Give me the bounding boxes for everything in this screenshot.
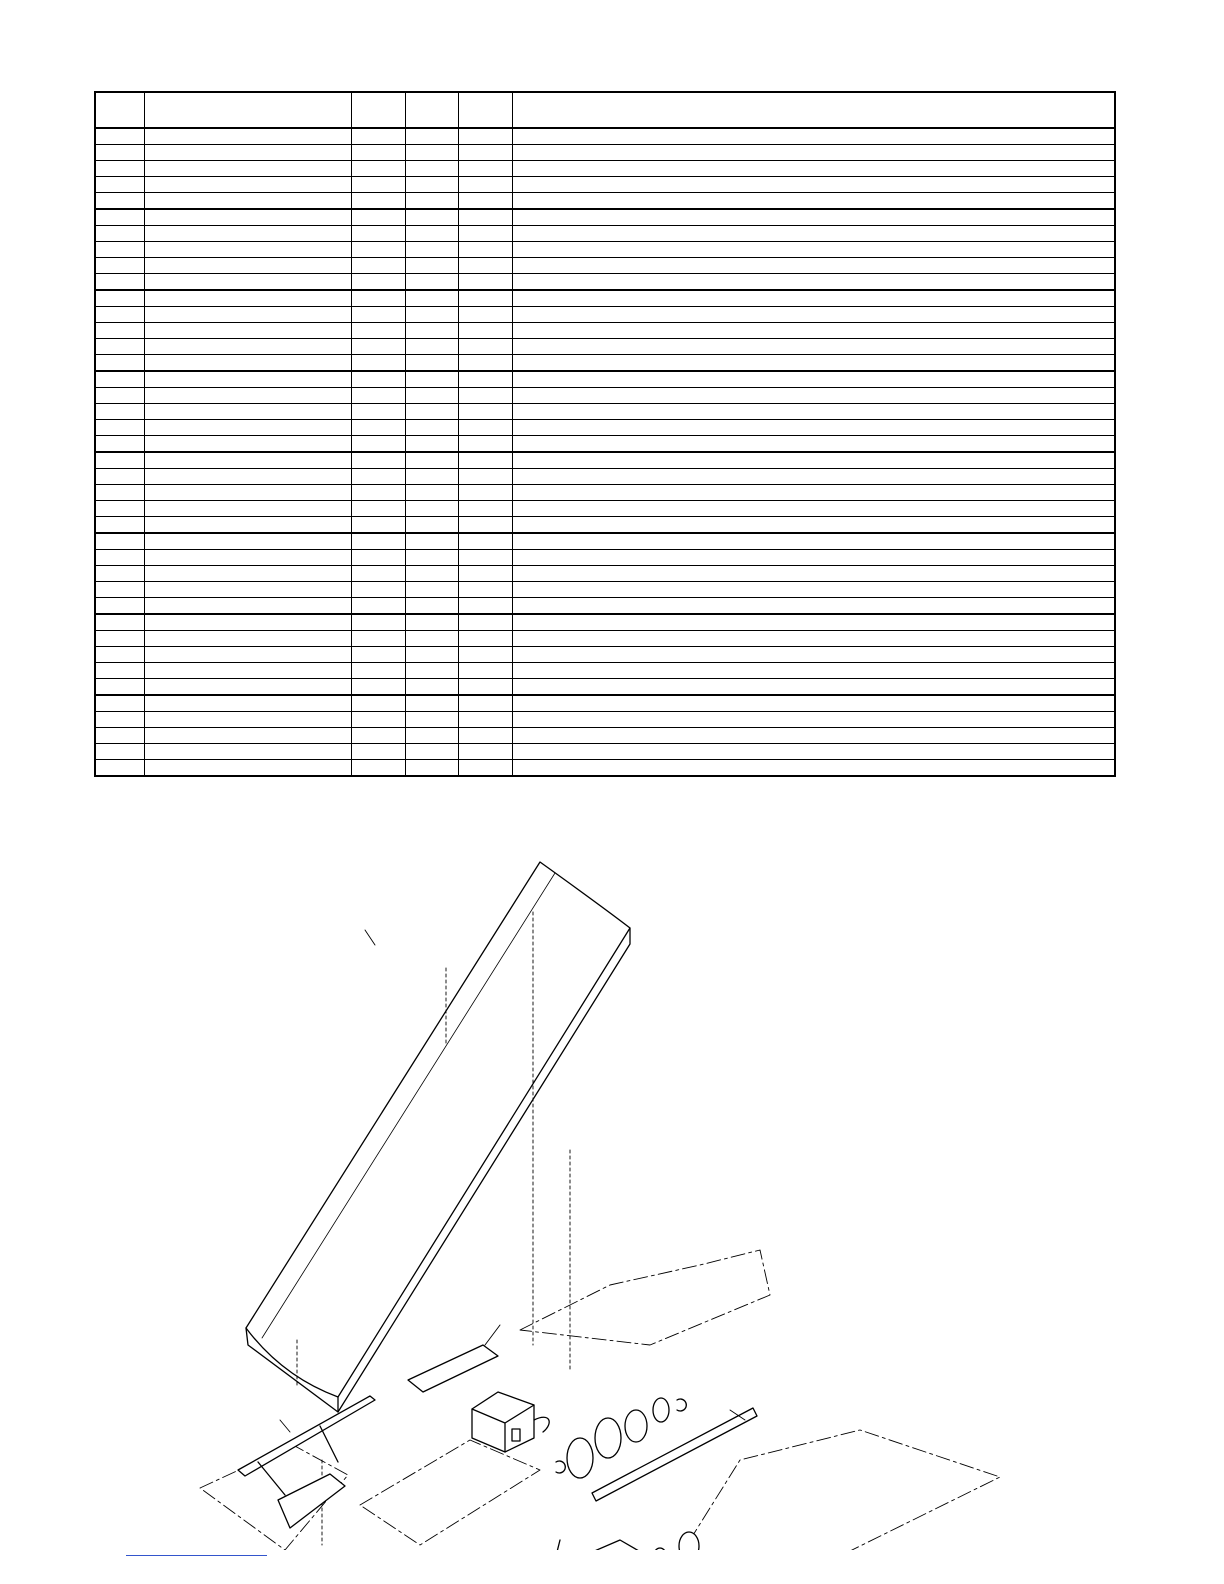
table-row <box>95 290 1115 307</box>
table-cell <box>458 712 512 728</box>
table-cell <box>95 128 144 145</box>
table-cell <box>405 436 458 453</box>
header-cell <box>95 92 144 128</box>
table-cell <box>351 371 405 388</box>
table-cell <box>351 161 405 177</box>
table-cell <box>144 177 351 193</box>
table-cell <box>405 501 458 517</box>
table-cell <box>351 436 405 453</box>
table-cell <box>351 128 405 145</box>
table-cell <box>351 469 405 485</box>
table-cell <box>512 161 1115 177</box>
table-cell <box>95 501 144 517</box>
table-cell <box>351 274 405 291</box>
table-cell <box>95 582 144 598</box>
table-cell <box>405 161 458 177</box>
table-cell <box>512 193 1115 210</box>
table-cell <box>144 744 351 760</box>
table-cell <box>351 323 405 339</box>
table-cell <box>405 728 458 744</box>
table-cell <box>144 517 351 534</box>
table-cell <box>144 193 351 210</box>
table-cell <box>512 177 1115 193</box>
table-cell <box>351 598 405 615</box>
table-cell <box>512 388 1115 404</box>
table-cell <box>458 485 512 501</box>
table-cell <box>512 582 1115 598</box>
table-cell <box>405 744 458 760</box>
table-cell <box>351 355 405 372</box>
table-row <box>95 728 1115 744</box>
table-cell <box>512 550 1115 566</box>
table-cell <box>144 274 351 291</box>
table-cell <box>405 193 458 210</box>
table-cell <box>512 128 1115 145</box>
table-cell <box>144 209 351 226</box>
table-row <box>95 598 1115 615</box>
table-cell <box>405 145 458 161</box>
table-cell <box>512 355 1115 372</box>
table-cell <box>458 760 512 777</box>
table-cell <box>405 566 458 582</box>
table-cell <box>144 307 351 323</box>
table-cell <box>144 647 351 663</box>
table-cell <box>458 436 512 453</box>
table-cell <box>458 631 512 647</box>
table-cell <box>95 420 144 436</box>
table-cell <box>512 339 1115 355</box>
table-cell <box>144 436 351 453</box>
table-cell <box>458 274 512 291</box>
table-cell <box>405 760 458 777</box>
table-cell <box>144 679 351 696</box>
table-cell <box>458 614 512 631</box>
table-cell <box>144 598 351 615</box>
table-cell <box>458 307 512 323</box>
table-cell <box>458 226 512 242</box>
table-cell <box>458 371 512 388</box>
table-cell <box>512 452 1115 469</box>
table-cell <box>95 469 144 485</box>
table-cell <box>405 517 458 534</box>
table-cell <box>144 469 351 485</box>
table-cell <box>405 631 458 647</box>
table-cell <box>512 485 1115 501</box>
table-cell <box>512 274 1115 291</box>
table-cell <box>512 501 1115 517</box>
table-cell <box>144 695 351 712</box>
table-row <box>95 631 1115 647</box>
table-cell <box>95 647 144 663</box>
table-cell <box>512 760 1115 777</box>
table-cell <box>144 582 351 598</box>
table-cell <box>144 712 351 728</box>
table-row <box>95 663 1115 679</box>
table-row <box>95 420 1115 436</box>
table-cell <box>95 339 144 355</box>
table-cell <box>351 404 405 420</box>
table-cell <box>458 647 512 663</box>
table-row <box>95 209 1115 226</box>
table-cell <box>95 728 144 744</box>
table-cell <box>405 679 458 696</box>
table-cell <box>95 598 144 615</box>
table-row <box>95 145 1115 161</box>
table-header-row <box>95 92 1115 128</box>
table-cell <box>458 323 512 339</box>
table-row <box>95 582 1115 598</box>
table-cell <box>351 226 405 242</box>
sheet-pad <box>408 1345 498 1392</box>
table-cell <box>512 290 1115 307</box>
table-row <box>95 566 1115 582</box>
table-cell <box>512 744 1115 760</box>
table-row <box>95 242 1115 258</box>
table-cell <box>458 161 512 177</box>
table-cell <box>351 550 405 566</box>
table-cell <box>458 517 512 534</box>
table-cell <box>144 760 351 777</box>
table-row <box>95 695 1115 712</box>
table-cell <box>144 533 351 550</box>
table-cell <box>405 452 458 469</box>
table-cell <box>405 533 458 550</box>
table-cell <box>458 582 512 598</box>
table-cell <box>95 404 144 420</box>
table-row <box>95 339 1115 355</box>
table-cell <box>351 307 405 323</box>
table-row <box>95 128 1115 145</box>
table-cell <box>405 339 458 355</box>
table-cell <box>458 404 512 420</box>
table-cell <box>405 388 458 404</box>
table-cell <box>351 614 405 631</box>
table-cell <box>351 388 405 404</box>
table-cell <box>405 307 458 323</box>
table-cell <box>351 452 405 469</box>
table-cell <box>95 145 144 161</box>
table-row <box>95 161 1115 177</box>
table-cell <box>144 290 351 307</box>
footer-link[interactable] <box>126 1555 267 1556</box>
table-cell <box>512 420 1115 436</box>
table-cell <box>512 647 1115 663</box>
header-cell <box>351 92 405 128</box>
table-cell <box>351 517 405 534</box>
gear-train-lower <box>653 1532 957 1550</box>
table-cell <box>405 177 458 193</box>
table-row <box>95 388 1115 404</box>
table-cell <box>512 728 1115 744</box>
table-cell <box>95 193 144 210</box>
table-row <box>95 647 1115 663</box>
table-cell <box>405 290 458 307</box>
table-cell <box>405 695 458 712</box>
table-cell <box>512 209 1115 226</box>
table-cell <box>144 550 351 566</box>
table-cell <box>512 145 1115 161</box>
table-cell <box>512 436 1115 453</box>
table-cell <box>458 388 512 404</box>
table-cell <box>95 258 144 274</box>
table-cell <box>405 598 458 615</box>
table-cell <box>95 226 144 242</box>
table-cell <box>405 712 458 728</box>
table-cell <box>405 485 458 501</box>
table-cell <box>144 371 351 388</box>
table-cell <box>512 663 1115 679</box>
table-cell <box>95 631 144 647</box>
table-cell <box>351 566 405 582</box>
table-cell <box>144 728 351 744</box>
header-cell <box>512 92 1115 128</box>
table-cell <box>95 760 144 777</box>
table-cell <box>512 226 1115 242</box>
header-cell <box>458 92 512 128</box>
table-cell <box>144 631 351 647</box>
header-cell <box>144 92 351 128</box>
table-cell <box>351 242 405 258</box>
table-cell <box>405 128 458 145</box>
table-cell <box>144 388 351 404</box>
table-cell <box>458 695 512 712</box>
table-row <box>95 744 1115 760</box>
table-cell <box>405 404 458 420</box>
parts-list-table <box>94 91 1116 777</box>
table-cell <box>405 469 458 485</box>
table-cell <box>95 274 144 291</box>
table-cell <box>351 290 405 307</box>
table-cell <box>144 485 351 501</box>
table-cell <box>512 712 1115 728</box>
table-cell <box>512 371 1115 388</box>
table-cell <box>512 679 1115 696</box>
table-cell <box>458 469 512 485</box>
table-row <box>95 177 1115 193</box>
table-cell <box>405 371 458 388</box>
table-cell <box>458 258 512 274</box>
table-cell <box>95 533 144 550</box>
table-cell <box>458 128 512 145</box>
table-cell <box>512 566 1115 582</box>
table-cell <box>351 533 405 550</box>
table-cell <box>144 145 351 161</box>
table-cell <box>144 452 351 469</box>
table-cell <box>405 663 458 679</box>
table-row <box>95 274 1115 291</box>
top-cover <box>246 862 630 1412</box>
table-cell <box>351 258 405 274</box>
feeder-bracket <box>238 1396 375 1528</box>
table-cell <box>405 226 458 242</box>
exploded-assembly-diagram <box>0 840 1224 1550</box>
table-cell <box>351 728 405 744</box>
table-cell <box>95 355 144 372</box>
drive-shaft-upper <box>592 1408 757 1501</box>
table-cell <box>95 177 144 193</box>
parts-table-body <box>95 128 1115 776</box>
table-row <box>95 307 1115 323</box>
table-cell <box>512 614 1115 631</box>
table-cell <box>405 550 458 566</box>
table-cell <box>95 712 144 728</box>
table-cell <box>351 695 405 712</box>
table-row <box>95 517 1115 534</box>
table-cell <box>95 307 144 323</box>
table-row <box>95 485 1115 501</box>
table-cell <box>458 501 512 517</box>
table-cell <box>144 258 351 274</box>
table-cell <box>95 209 144 226</box>
table-cell <box>458 533 512 550</box>
lower-frame <box>272 1540 664 1550</box>
table-cell <box>512 631 1115 647</box>
table-cell <box>405 614 458 631</box>
table-cell <box>351 339 405 355</box>
table-cell <box>95 290 144 307</box>
table-row <box>95 258 1115 274</box>
table-cell <box>351 420 405 436</box>
table-row <box>95 533 1115 550</box>
table-row <box>95 760 1115 777</box>
table-cell <box>351 485 405 501</box>
table-cell <box>458 744 512 760</box>
table-cell <box>351 501 405 517</box>
table-cell <box>405 323 458 339</box>
table-cell <box>95 663 144 679</box>
table-row <box>95 452 1115 469</box>
table-cell <box>405 355 458 372</box>
table-cell <box>458 339 512 355</box>
table-cell <box>144 614 351 631</box>
table-cell <box>144 404 351 420</box>
table-cell <box>458 728 512 744</box>
table-cell <box>144 501 351 517</box>
table-cell <box>405 582 458 598</box>
table-cell <box>512 323 1115 339</box>
table-row <box>95 355 1115 372</box>
table-cell <box>405 258 458 274</box>
table-cell <box>351 760 405 777</box>
table-cell <box>405 420 458 436</box>
table-cell <box>512 469 1115 485</box>
table-cell <box>144 339 351 355</box>
table-cell <box>458 209 512 226</box>
table-cell <box>512 242 1115 258</box>
table-cell <box>458 177 512 193</box>
table-cell <box>512 533 1115 550</box>
table-cell <box>95 388 144 404</box>
table-cell <box>351 712 405 728</box>
table-cell <box>458 193 512 210</box>
table-cell <box>512 404 1115 420</box>
table-cell <box>458 663 512 679</box>
table-cell <box>95 517 144 534</box>
table-cell <box>458 550 512 566</box>
table-cell <box>512 258 1115 274</box>
gear-train-upper <box>556 1398 686 1478</box>
table-cell <box>95 323 144 339</box>
table-cell <box>144 663 351 679</box>
table-cell <box>95 371 144 388</box>
table-cell <box>144 566 351 582</box>
table-cell <box>95 566 144 582</box>
table-row <box>95 323 1115 339</box>
table-cell <box>351 193 405 210</box>
table-cell <box>144 323 351 339</box>
table-cell <box>458 679 512 696</box>
table-cell <box>144 226 351 242</box>
table-cell <box>95 550 144 566</box>
table-cell <box>95 695 144 712</box>
table-row <box>95 469 1115 485</box>
table-row <box>95 404 1115 420</box>
table-cell <box>95 452 144 469</box>
table-cell <box>458 290 512 307</box>
table-cell <box>512 517 1115 534</box>
table-cell <box>95 436 144 453</box>
table-cell <box>458 355 512 372</box>
table-cell <box>458 145 512 161</box>
table-cell <box>351 177 405 193</box>
table-cell <box>144 128 351 145</box>
table-cell <box>351 582 405 598</box>
table-cell <box>351 647 405 663</box>
table-cell <box>95 485 144 501</box>
table-cell <box>95 242 144 258</box>
table-cell <box>512 598 1115 615</box>
table-cell <box>95 679 144 696</box>
table-row <box>95 614 1115 631</box>
table-cell <box>351 209 405 226</box>
table-cell <box>512 695 1115 712</box>
table-cell <box>351 744 405 760</box>
table-cell <box>458 598 512 615</box>
table-row <box>95 371 1115 388</box>
table-cell <box>144 242 351 258</box>
table-cell <box>351 679 405 696</box>
table-row <box>95 679 1115 696</box>
table-row <box>95 501 1115 517</box>
table-cell <box>351 663 405 679</box>
table-cell <box>95 161 144 177</box>
table-cell <box>351 145 405 161</box>
table-cell <box>458 452 512 469</box>
table-row <box>95 226 1115 242</box>
table-row <box>95 550 1115 566</box>
table-cell <box>95 744 144 760</box>
table-row <box>95 193 1115 210</box>
table-cell <box>405 647 458 663</box>
table-cell <box>351 631 405 647</box>
solenoid <box>472 1392 549 1452</box>
table-cell <box>95 614 144 631</box>
header-cell <box>405 92 458 128</box>
table-cell <box>405 209 458 226</box>
table-cell <box>144 420 351 436</box>
table-cell <box>458 242 512 258</box>
table-row <box>95 436 1115 453</box>
table-cell <box>458 420 512 436</box>
table-cell <box>458 566 512 582</box>
table-row <box>95 712 1115 728</box>
table-cell <box>144 355 351 372</box>
table-cell <box>405 242 458 258</box>
table-cell <box>512 307 1115 323</box>
table-cell <box>144 161 351 177</box>
table-cell <box>405 274 458 291</box>
